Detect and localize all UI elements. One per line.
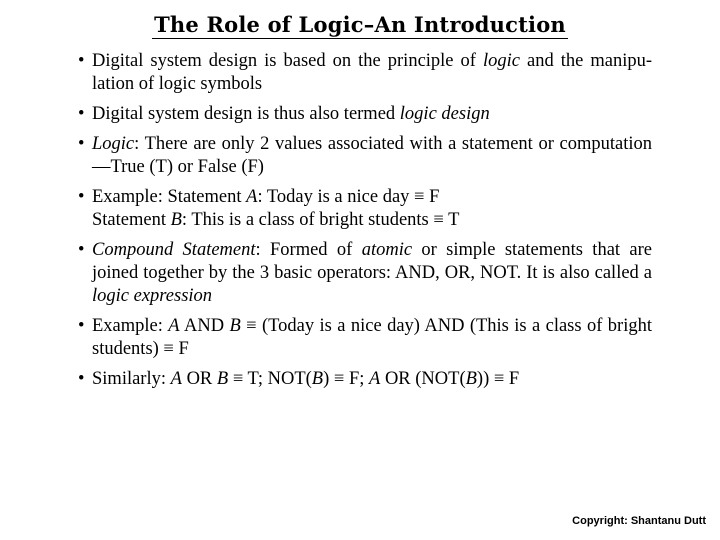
bullet-dot-icon: • — [78, 51, 85, 71]
bullet-text: OR (NOT( — [380, 369, 466, 389]
bullet-text: Statement — [92, 210, 171, 230]
variable-text: A — [170, 369, 182, 389]
variable-text: A — [369, 369, 381, 389]
statement-a-line — [92, 186, 652, 209]
bullet-text: Digital system design is thus also termed — [92, 104, 400, 124]
bullet-text: Example: — [92, 316, 169, 336]
emphasis-text: Logic — [92, 134, 135, 154]
bullet-text: and the manipu- lation of logic symbols — [92, 51, 653, 94]
bullet-text: )) ≡ F — [476, 369, 520, 389]
bullet-text: Similarly: — [92, 369, 171, 389]
bullet-text: ≡ (Today is a nice day) AND (This is a class of bright students) ≡ F — [92, 316, 652, 359]
bullet-item-logic-values — [78, 133, 652, 179]
variable-text: B — [170, 210, 182, 230]
emphasis-text: logic design — [399, 104, 490, 124]
variable-text: A — [168, 316, 180, 336]
variable-text: B — [465, 369, 477, 389]
bullet-dot-icon: • — [78, 104, 85, 124]
emphasis-text: logic expression — [92, 286, 213, 306]
emphasis-text: Compound Statement — [92, 240, 256, 260]
copyright-footer: Copyright: Shantanu Dutt — [572, 515, 706, 527]
emphasis-text: logic — [482, 51, 520, 71]
bullet-item-and-example — [78, 315, 652, 361]
bullet-text: ) ≡ F; — [323, 369, 369, 389]
variable-text: B — [229, 316, 241, 336]
bullet-item-logic-design — [78, 103, 652, 126]
bullet-text: : This is a class of bright students ≡ T — [181, 210, 460, 230]
slide-title — [0, 12, 720, 39]
bullet-item-logic-basis — [78, 50, 652, 96]
bullet-dot-icon: • — [78, 187, 85, 207]
bullet-dot-icon: • — [78, 369, 85, 389]
variable-text: B — [216, 369, 229, 389]
variable-text: B — [311, 369, 324, 389]
bullet-text: : There are only 2 values associated with a statement or computation—True (T) or False (F) — [92, 134, 652, 177]
bullet-list — [78, 50, 652, 391]
bullet-item-statement-example — [78, 186, 652, 232]
bullet-text: OR — [181, 369, 217, 389]
bullet-dot-icon: • — [78, 240, 85, 260]
bullet-text: AND — [179, 316, 230, 336]
bullet-text: ≡ T; NOT( — [228, 369, 312, 389]
emphasis-text: atomic — [361, 240, 413, 260]
statement-b-line — [92, 209, 652, 232]
bullet-item-compound-statement — [78, 239, 652, 308]
bullet-text: Example: Statement — [92, 187, 247, 207]
bullet-text: Digital system design is based on the principle of — [92, 51, 483, 71]
slide-title-text: The Role of Logic–An Introduction — [154, 12, 566, 37]
bullet-item-or-not-example — [78, 368, 652, 391]
bullet-text: or simple statements that are joined together by the 3 basic operators: AND, OR, NOT. It is also called a — [92, 240, 652, 283]
variable-text: A — [246, 187, 258, 207]
bullet-dot-icon: • — [78, 316, 85, 336]
bullet-text: : Today is a nice day ≡ F — [257, 187, 440, 207]
bullet-text: : Formed of — [255, 240, 362, 260]
bullet-dot-icon: • — [78, 134, 85, 154]
